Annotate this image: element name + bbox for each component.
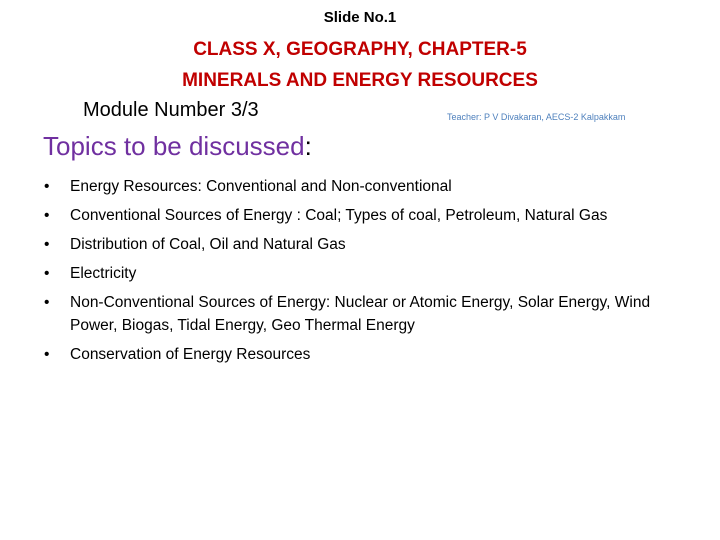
topic-text: Conservation of Energy Resources [70,346,311,363]
topic-item [44,233,684,256]
topic-item [44,175,684,198]
slide-number: Slide No.1 [323,9,397,26]
topic-item [44,343,684,366]
topic-text: Energy Resources: Conventional and Non-conventional [70,178,452,195]
topic-item [44,291,684,337]
topic-text: Electricity [70,265,137,282]
topic-item [44,262,684,285]
bullet-icon: • [44,265,50,282]
topics-heading-colon: : [304,131,312,161]
topic-item [44,204,684,227]
topics-heading-text: Topics to be discussed [43,131,305,161]
bullet-icon: • [44,294,50,311]
bullet-icon: • [44,207,50,224]
module-number: Module Number 3/3 [83,99,259,121]
title-line-1: CLASS X, GEOGRAPHY, CHAPTER-5 [193,39,527,60]
topic-text: Conventional Sources of Energy : Coal; Types of coal, Petroleum, Natural Gas [70,207,608,224]
bullet-icon: • [44,236,50,253]
topic-text: Distribution of Coal, Oil and Natural Gas [70,236,346,253]
topic-list [44,175,684,372]
teacher-credit: Teacher: P V Divakaran, AECS-2 Kalpakkam [447,112,626,122]
bullet-icon: • [44,178,50,195]
topic-text: Non-Conventional Sources of Energy: Nuclear or Atomic Energy, Solar Energy, Wind Power, Biogas, Tidal Energy, Geo Thermal Energy [70,294,651,334]
title-line-2: MINERALS AND ENERGY RESOURCES [182,70,538,91]
bullet-icon: • [44,346,50,363]
topics-heading [43,131,312,162]
